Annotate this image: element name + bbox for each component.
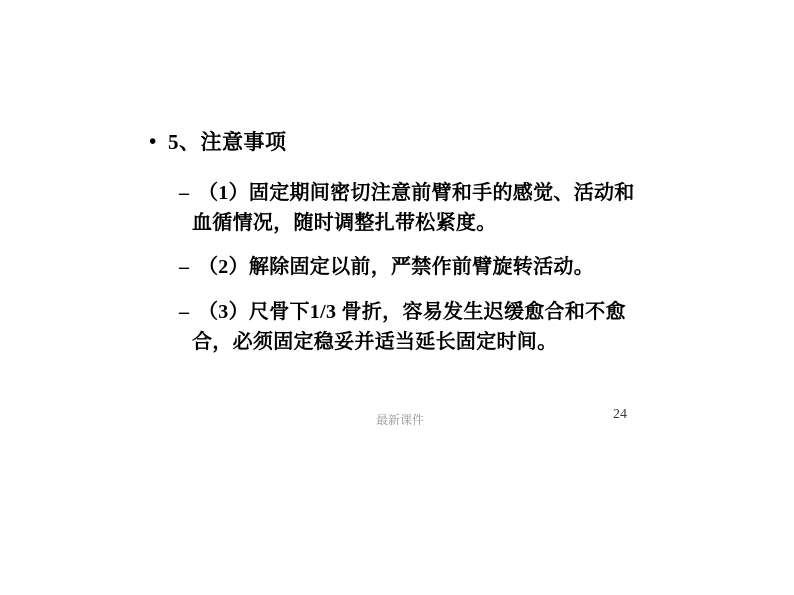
bullet-3-line-1: （3）尺骨下1/3 骨折，容易发生迟缓愈合和不愈: [198, 301, 626, 323]
bullet-2-line-1: （2）解除固定以前，严禁作前臂旋转活动。: [198, 256, 594, 278]
footer-watermark: 最新课件: [376, 413, 425, 427]
page-number: 24: [613, 407, 627, 422]
bullet-dash-icon: –: [179, 182, 189, 204]
bullet-1-line-1: （1）固定期间密切注意前臂和手的感觉、活动和: [198, 182, 635, 204]
bullet-dash-icon: –: [179, 256, 189, 278]
bullet-3-line-2: 合，必须固定稳妥并适当延长固定时间。: [192, 331, 558, 353]
bullet-dash-icon: –: [179, 301, 189, 323]
slide-title: 5、注意事项: [168, 130, 287, 154]
bullet-1-line-2: 血循情况，随时调整扎带松紧度。: [192, 212, 497, 234]
title-bullet-icon: •: [149, 129, 157, 153]
